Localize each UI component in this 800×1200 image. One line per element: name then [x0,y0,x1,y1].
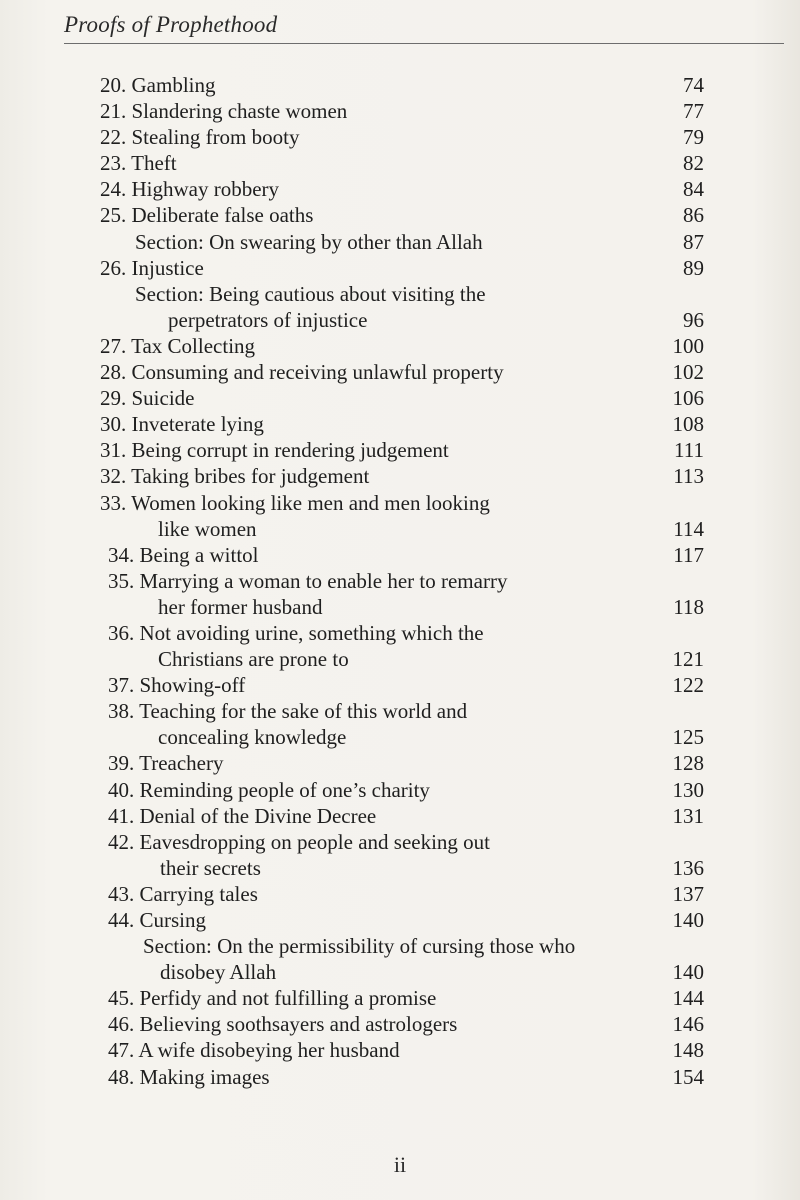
toc-entry [0,985,800,1011]
toc-entry [0,98,800,124]
toc-entry-page: 96 [683,307,704,332]
toc-entry-title: 26. Injustice [100,255,204,280]
toc-entry-page: 137 [672,881,704,906]
toc-entry-title: 38. Teaching for the sake of this world and [108,699,468,724]
toc-entry-title: Section: On swearing by other than Allah [135,229,483,254]
toc-entry-title: 41. Denial of the Divine Decree [108,803,377,828]
toc-entry-title: their secrets [160,855,261,880]
toc-entry-title: 21. Slandering chaste women [100,99,348,124]
toc-entry-title: 39. Treachery [108,751,224,776]
toc-entry [0,490,800,516]
toc-entry [0,542,800,568]
toc-entry-title: 30. Inveterate lying [100,412,264,437]
toc-entry [0,176,800,202]
toc-entry-page: 148 [672,1038,704,1063]
toc-entry-page: 114 [673,516,704,541]
toc-entry [0,437,800,463]
toc-entry-page: 106 [672,386,704,411]
table-of-contents [0,72,800,1090]
toc-entry-page: 130 [672,777,704,802]
toc-entry-page: 118 [673,594,704,619]
toc-entry [0,385,800,411]
header-rule [64,43,784,44]
toc-subsection [0,933,800,959]
toc-entry [0,777,800,803]
toc-entry-page: 146 [672,1012,704,1037]
toc-entry-page: 74 [683,73,704,97]
toc-entry-title: 31. Being corrupt in rendering judgement [100,438,449,463]
toc-entry-title: her former husband [158,594,323,619]
toc-entry [0,803,800,829]
toc-entry-title: 22. Stealing from booty [100,125,300,150]
toc-entry-title: 20. Gambling [100,73,216,97]
toc-continuation [0,724,800,750]
toc-entry-title: 28. Consuming and receiving unlawful property [100,360,504,385]
toc-entry [0,568,800,594]
toc-entry-page: 136 [672,855,704,880]
toc-entry-title: 25. Deliberate false oaths [100,203,314,228]
toc-entry-title: 46. Believing soothsayers and astrologers [108,1012,458,1037]
toc-entry-page: 121 [672,647,704,672]
toc-entry-title: 45. Perfidy and not fulfilling a promise [108,986,437,1011]
toc-entry [0,124,800,150]
toc-entry-title: 43. Carrying tales [108,881,258,906]
toc-entry [0,359,800,385]
toc-continuation [0,959,800,985]
toc-subsection [0,281,800,307]
toc-entry-title: 23. Theft [100,151,177,176]
toc-entry-title: 29. Suicide [100,386,195,411]
toc-entry-page: 102 [672,360,704,385]
toc-entry-page: 128 [672,751,704,776]
toc-entry [0,411,800,437]
toc-entry-title: 47. A wife disobeying her husband [108,1038,400,1063]
toc-entry-title: Section: Being cautious about visiting the [135,281,486,306]
toc-entry-title: 35. Marrying a woman to enable her to remarry [108,568,508,593]
toc-entry [0,881,800,907]
toc-entry-title: like women [158,516,257,541]
toc-entry [0,150,800,176]
toc-entry-title: Section: On the permissibility of cursing those who [143,934,576,959]
toc-entry [0,1064,800,1090]
toc-entry-page: 82 [683,151,704,176]
toc-entry-title: 44. Cursing [108,908,207,932]
toc-continuation [0,646,800,672]
toc-entry-page: 154 [672,1064,704,1089]
toc-entry-page: 77 [683,99,704,124]
toc-entry-page: 87 [683,229,704,254]
toc-entry-title: 24. Highway robbery [100,177,280,202]
toc-entry-title: 37. Showing-off [108,673,246,698]
toc-entry-page: 117 [673,542,704,567]
toc-entry-title: 34. Being a wittol [108,542,259,567]
running-title: Proofs of Prophethood [64,12,278,37]
toc-entry-title: 42. Eavesdropping on people and seeking out [108,829,490,854]
toc-entry-page: 125 [672,725,704,750]
toc-entry-page: 131 [672,803,704,828]
toc-entry-title: Christians are prone to [158,647,349,672]
toc-entry-page: 86 [683,203,704,228]
toc-continuation [0,516,800,542]
toc-entry-page: 89 [683,255,704,280]
toc-entry-page: 113 [673,464,704,489]
toc-subsection [0,229,800,255]
toc-entry-page: 79 [683,125,704,150]
toc-entry [0,672,800,698]
toc-entry-title: 32. Taking bribes for judgement [100,464,370,489]
toc-entry [0,907,800,933]
toc-entry [0,255,800,281]
toc-entry-title: concealing knowledge [158,725,347,750]
toc-entry-page: 140 [672,908,704,932]
toc-entry-page: 84 [683,177,704,202]
toc-entry [0,72,800,98]
toc-continuation [0,594,800,620]
toc-entry-title: perpetrators of injustice [168,307,368,332]
toc-entry-page: 111 [674,438,704,463]
toc-continuation [0,307,800,333]
toc-entry-title: disobey Allah [160,960,277,985]
toc-entry [0,333,800,359]
page-number: ii [393,1152,407,1177]
toc-entry-title: 33. Women looking like men and men looking [100,490,490,515]
toc-entry-title: 36. Not avoiding urine, something which the [108,620,484,645]
toc-entry-title: 40. Reminding people of one’s charity [108,777,430,802]
toc-entry-page: 144 [672,986,704,1011]
toc-entry-title: 48. Making images [108,1064,270,1089]
toc-entry [0,1037,800,1063]
toc-continuation [0,855,800,881]
toc-entry-page: 140 [672,960,704,985]
toc-entry [0,1011,800,1037]
toc-entry [0,698,800,724]
toc-entry-page: 122 [672,673,704,698]
toc-entry-page: 100 [672,333,704,358]
toc-entry-page: 108 [672,412,704,437]
toc-entry [0,620,800,646]
toc-entry [0,463,800,489]
toc-entry [0,202,800,228]
toc-entry [0,829,800,855]
toc-entry [0,750,800,776]
toc-entry-title: 27. Tax Collecting [100,333,256,358]
